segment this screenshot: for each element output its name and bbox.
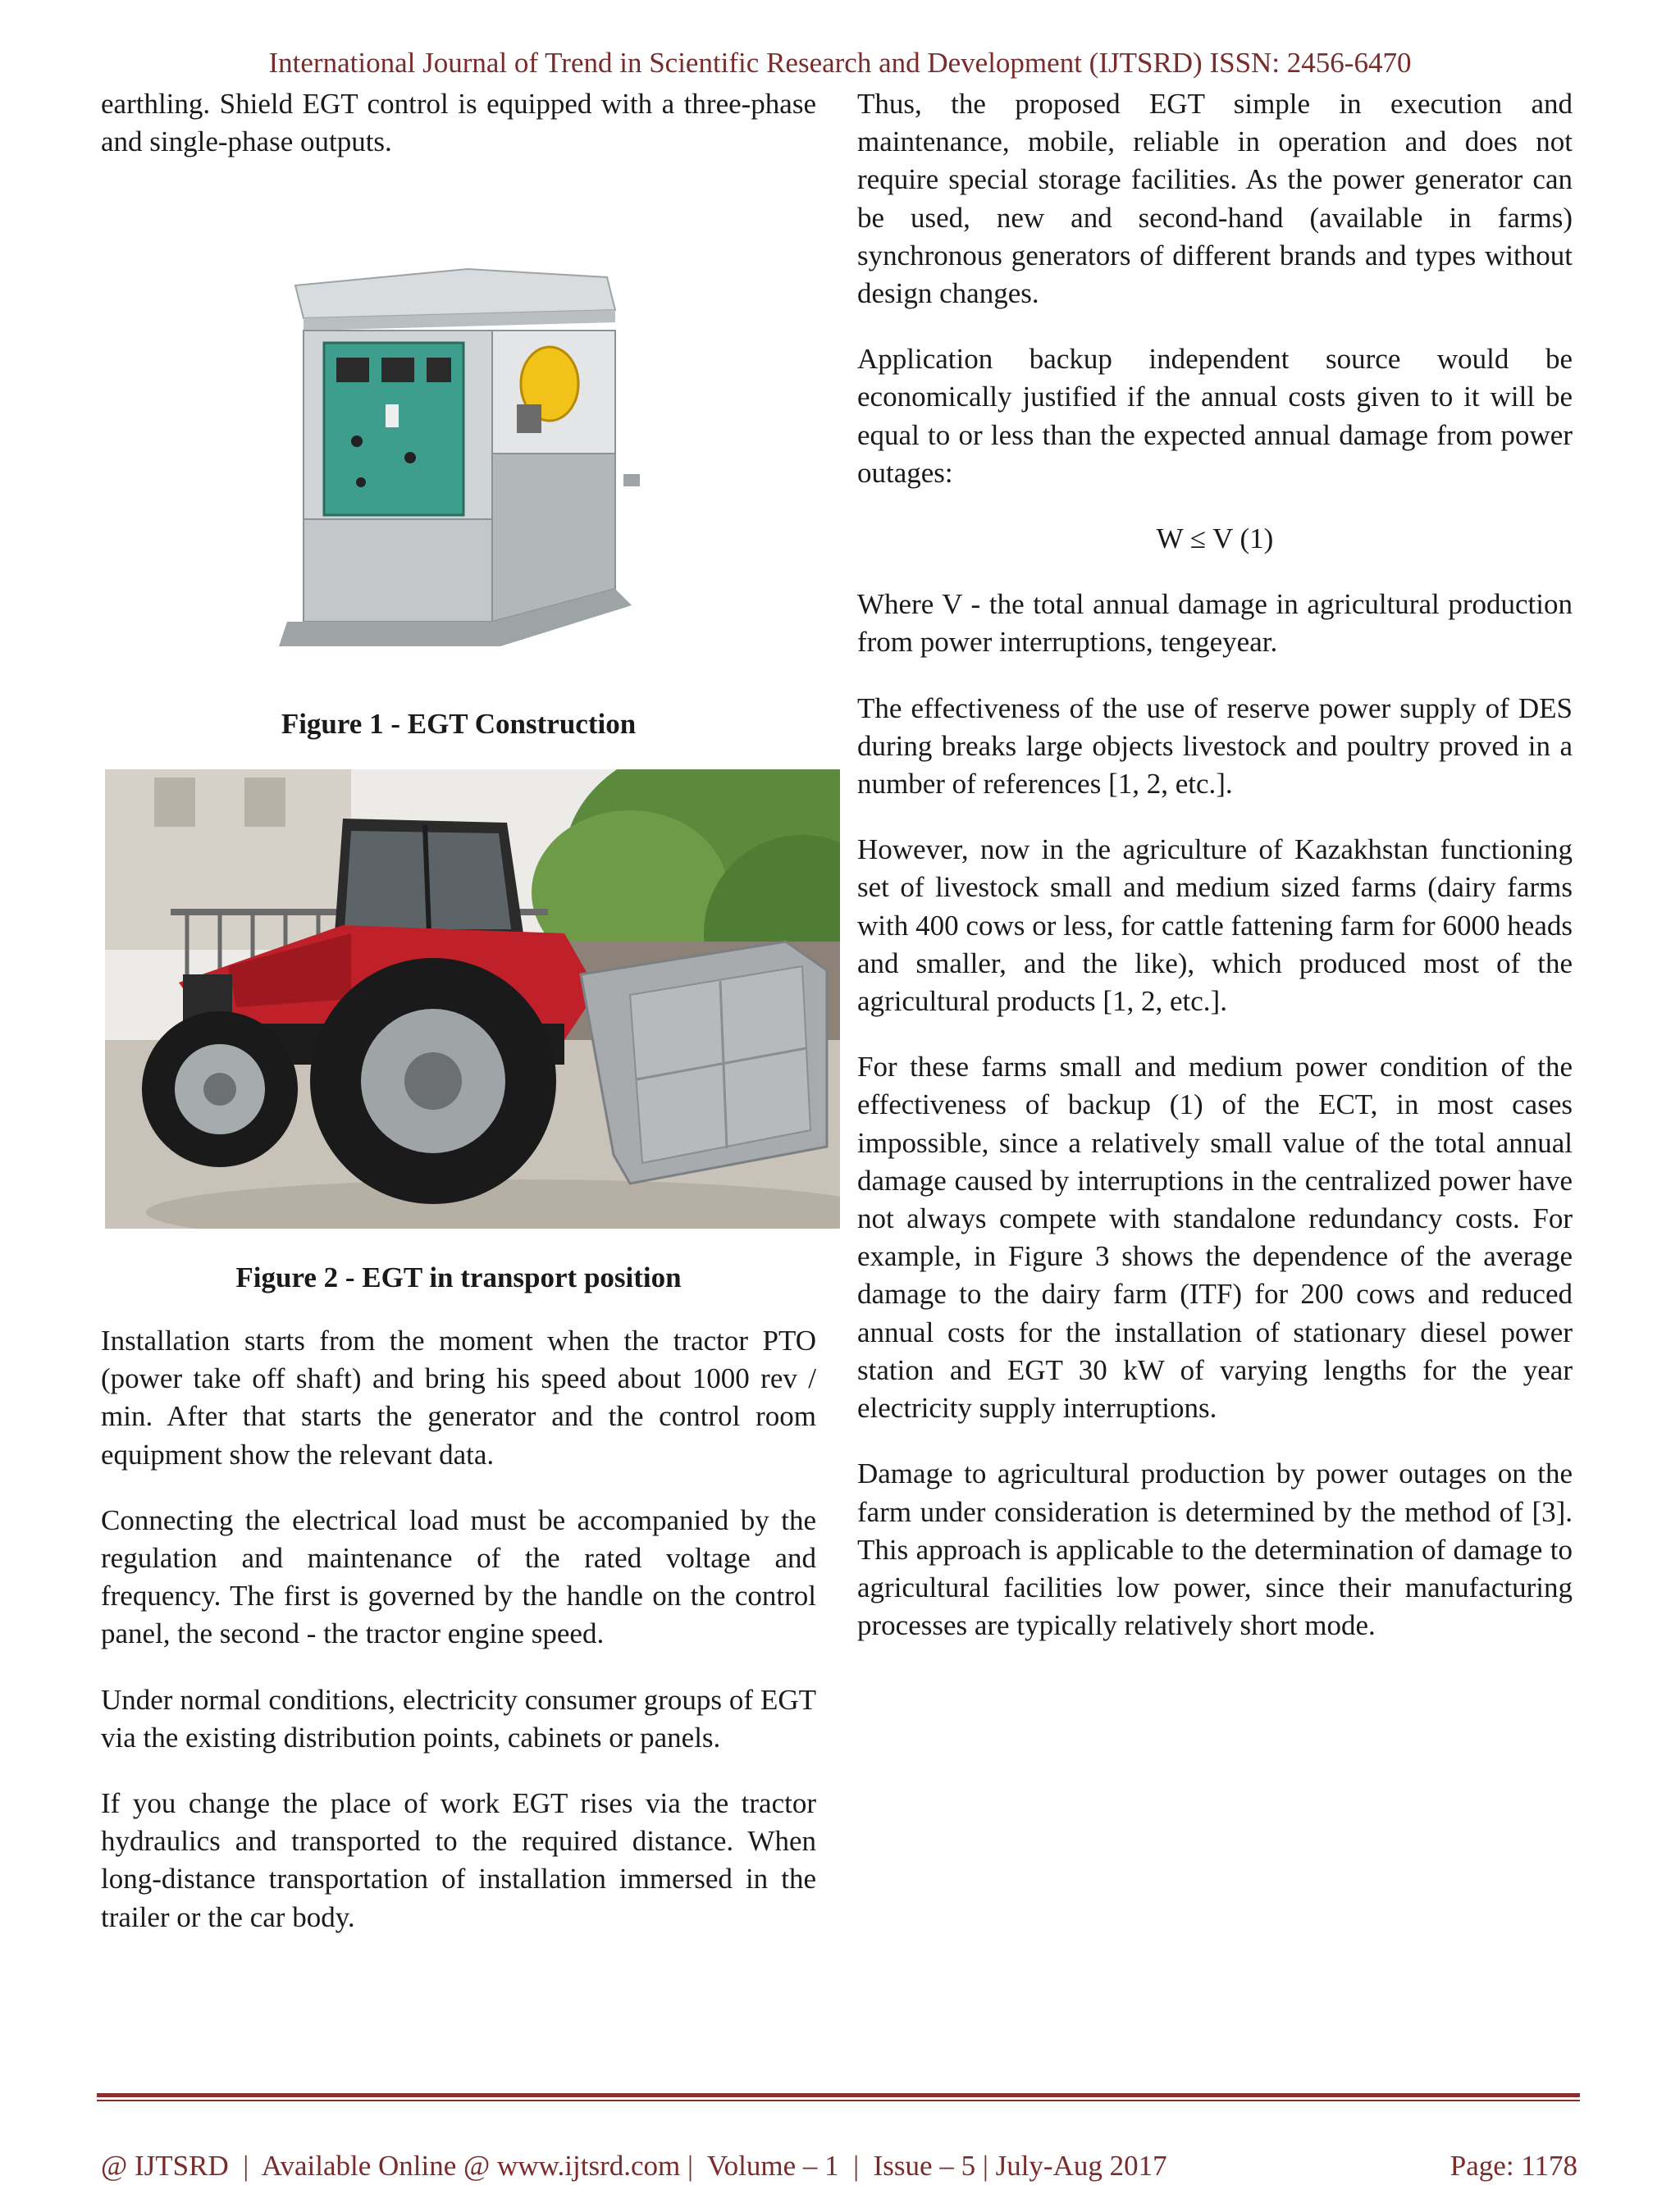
right-column xyxy=(857,85,1573,1672)
right-paragraph: For these farms small and medium power condition of the effectiveness of backup (1) of the ECT, in most cases impossible, since a relatively small value of the total annual damage caused by interruptions in the centralized power have not always compete with standalone redundancy costs. For example, in Figure 3 shows the dependence of the average damage to the dairy farm (ITF) for 200 cows and reduced annual costs for the installation of stationary diesel power station and EGT 30 kW of varying lengths for the year electricity supply interruptions. xyxy=(857,1051,1573,1425)
left-paragraph: Under normal conditions, electricity consumer groups of EGT via the existing distribution points, cabinets or panels. xyxy=(101,1683,816,1754)
journal-header: International Journal of Trend in Scientific Research and Development (IJTSRD) ISSN: 2456-6470 xyxy=(268,47,1412,79)
left-column-top xyxy=(101,85,816,189)
left-paragraph: Installation starts from the moment when the tractor PTO (power take off shaft) and bring his speed about 1000 rev / min. After that starts the generator and the control room equipment show the relevant data. xyxy=(101,1325,816,1471)
figure-2-tractor-image xyxy=(105,769,840,1229)
equation-1: W ≤ V (1) xyxy=(1156,522,1274,555)
right-paragraph: However, now in the agriculture of Kazakhstan functioning set of livestock small and medium sized farms (dairy farms with 400 cows or less, for cattle fattening farm for 6000 heads and smaller, and the like), which produced most of the agricultural products [1, 2, etc.]. xyxy=(857,833,1573,1018)
intro-paragraph: earthling. Shield EGT control is equipped with a three-phase and single-phase outputs. xyxy=(101,88,816,158)
left-column-lower xyxy=(101,1322,816,1964)
right-paragraph: The effectiveness of the use of reserve power supply of DES during breaks large objects livestock and poultry proved in a number of references [1, 2, etc.]. xyxy=(857,691,1573,801)
right-paragraph: Where V - the total annual damage in agricultural production from power interruptions, tengeyear. xyxy=(857,588,1573,659)
right-paragraph: Thus, the proposed EGT simple in execution and maintenance, mobile, reliable in operation and does not require special storage facilities. As the power generator can be used, new and second-hand (available in farms) synchronous generators of different brands and types without design changes. xyxy=(857,88,1573,310)
figure-1-caption: Figure 1 - EGT Construction xyxy=(281,708,637,740)
figure-2-caption: Figure 2 - EGT in transport position xyxy=(235,1261,682,1293)
right-paragraph: Application backup independent source would be economically justified if the annual costs given to it will be equal to or less than the expected annual damage from power outages: xyxy=(857,343,1573,489)
footer-rule-thin xyxy=(97,2100,1580,2101)
footer-text: @ IJTSRD | Available Online @ www.ijtsrd.com | Volume – 1 | Issue – 5 | July-Aug 2017 xyxy=(101,2150,1167,2182)
page-number: Page: 1178 xyxy=(1449,2150,1577,2182)
footer-rule-thick xyxy=(97,2093,1580,2097)
figure-1-egt-construction-image xyxy=(271,261,656,655)
left-paragraph: Connecting the electrical load must be accompanied by the regulation and maintenance of the rated voltage and frequency. The first is governed by the handle on the control panel, the second - the tractor engine speed. xyxy=(101,1503,816,1650)
right-paragraph: Damage to agricultural production by power outages on the farm under consideration is determined by the method of [3]. This approach is applicable to the determination of damage to agricultural facilities low power, since their manufacturing processes are typically relatively short mode. xyxy=(857,1457,1573,1642)
page-footer xyxy=(101,2147,1577,2185)
left-paragraph: If you change the place of work EGT rises via the tractor hydraulics and transported to the required distance. When long-distance transportation of installation immersed in the trailer or the car body. xyxy=(101,1787,816,1933)
